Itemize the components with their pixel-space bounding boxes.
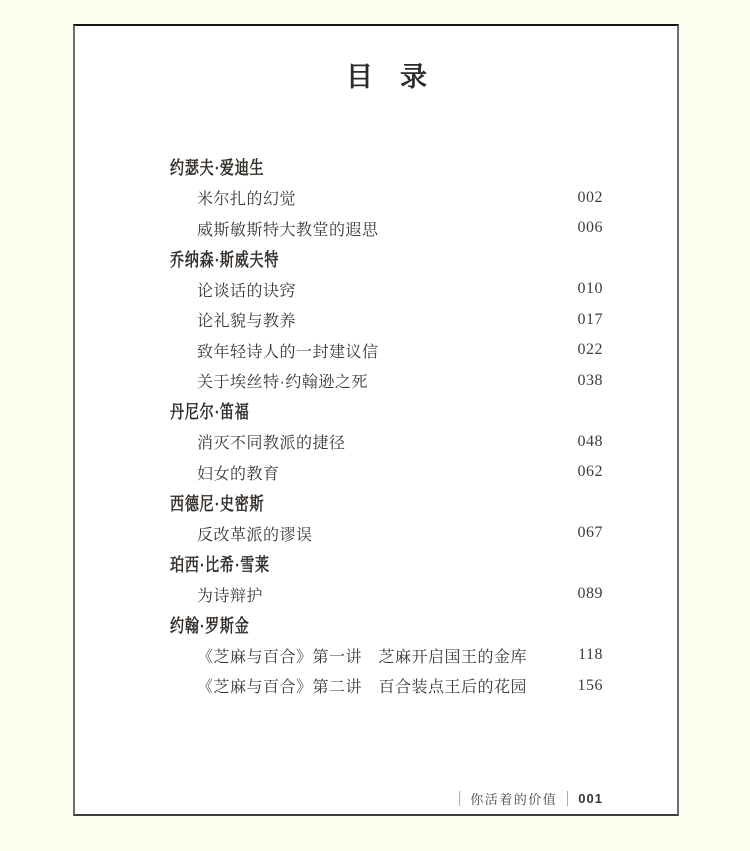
toc-entry-page-number: 006 bbox=[577, 219, 603, 237]
toc-entry-page-number: 118 bbox=[578, 646, 603, 664]
toc-section-row bbox=[170, 549, 603, 580]
toc-author-label: 乔纳森·斯威夫特 bbox=[170, 249, 280, 270]
toc-entry-page-number: 067 bbox=[577, 524, 603, 542]
toc-entry-row bbox=[170, 213, 603, 244]
toc-entry-title: 论礼貌与教养 bbox=[197, 313, 297, 331]
toc-entry-page-number: 038 bbox=[577, 371, 603, 389]
toc-entry-row bbox=[170, 457, 603, 488]
toc-entry-row bbox=[170, 183, 603, 214]
footer-divider bbox=[459, 791, 460, 806]
toc-entry-row bbox=[170, 366, 603, 397]
toc-entry-row bbox=[170, 579, 603, 610]
toc-author-label: 约翰·罗斯金 bbox=[170, 615, 250, 636]
toc-entry-page-number: 048 bbox=[577, 432, 603, 450]
page-footer bbox=[459, 790, 603, 806]
toc-author-label: 西德尼·史密斯 bbox=[170, 493, 265, 514]
toc-entry-title: 关于埃丝特·约翰逊之死 bbox=[197, 374, 368, 392]
footer-divider bbox=[567, 791, 568, 806]
toc-section-row bbox=[170, 152, 603, 183]
toc-entry-page-number: 022 bbox=[577, 341, 603, 359]
toc-section-row bbox=[170, 488, 603, 519]
toc-entry-title: 米尔扎的幻觉 bbox=[197, 191, 297, 209]
toc-entry-title: 致年轻诗人的一封建议信 bbox=[197, 343, 379, 361]
toc-entry-row bbox=[170, 305, 603, 336]
toc-entry-row bbox=[170, 274, 603, 305]
toc-entry-title: 为诗辩护 bbox=[197, 587, 264, 605]
toc-entry-row bbox=[170, 335, 603, 366]
toc-entry-page-number: 017 bbox=[577, 310, 603, 328]
toc-entry-title: 反改革派的谬误 bbox=[197, 526, 313, 544]
toc-entry-row bbox=[170, 671, 603, 702]
toc-entry-page-number: 089 bbox=[577, 585, 603, 603]
toc-entry-title: 《芝麻与百合》第一讲 芝麻开启国王的金库 bbox=[197, 648, 528, 666]
toc-entry-title: 消灭不同教派的捷径 bbox=[197, 435, 346, 453]
book-page bbox=[73, 24, 679, 816]
toc-entry-title: 《芝麻与百合》第二讲 百合装点王后的花园 bbox=[197, 679, 528, 697]
toc-list bbox=[170, 152, 603, 701]
toc-author-label: 珀西·比希·雪莱 bbox=[170, 554, 270, 575]
toc-entry-page-number: 010 bbox=[577, 280, 603, 298]
toc-entry-title: 论谈话的诀窍 bbox=[197, 282, 297, 300]
toc-title: 目 录 bbox=[346, 62, 427, 92]
toc-entry-title: 妇女的教育 bbox=[197, 465, 280, 483]
toc-entry-row bbox=[170, 640, 603, 671]
toc-section-row bbox=[170, 244, 603, 275]
footer-page-number: 001 bbox=[578, 790, 603, 806]
toc-entry-page-number: 062 bbox=[577, 463, 603, 481]
toc-author-label: 丹尼尔·笛福 bbox=[170, 402, 250, 423]
toc-entry-page-number: 002 bbox=[577, 188, 603, 206]
toc-author-label: 约瑟夫·爱迪生 bbox=[170, 158, 265, 179]
footer-book-title: 你活着的价值 bbox=[470, 791, 558, 807]
toc-section-row bbox=[170, 610, 603, 641]
page-content bbox=[75, 63, 677, 851]
toc-entry-row bbox=[170, 518, 603, 549]
toc-entry-row bbox=[170, 427, 603, 458]
toc-entry-page-number: 156 bbox=[577, 676, 603, 694]
toc-entry-title: 威斯敏斯特大教堂的遐思 bbox=[197, 221, 379, 239]
toc-section-row bbox=[170, 396, 603, 427]
